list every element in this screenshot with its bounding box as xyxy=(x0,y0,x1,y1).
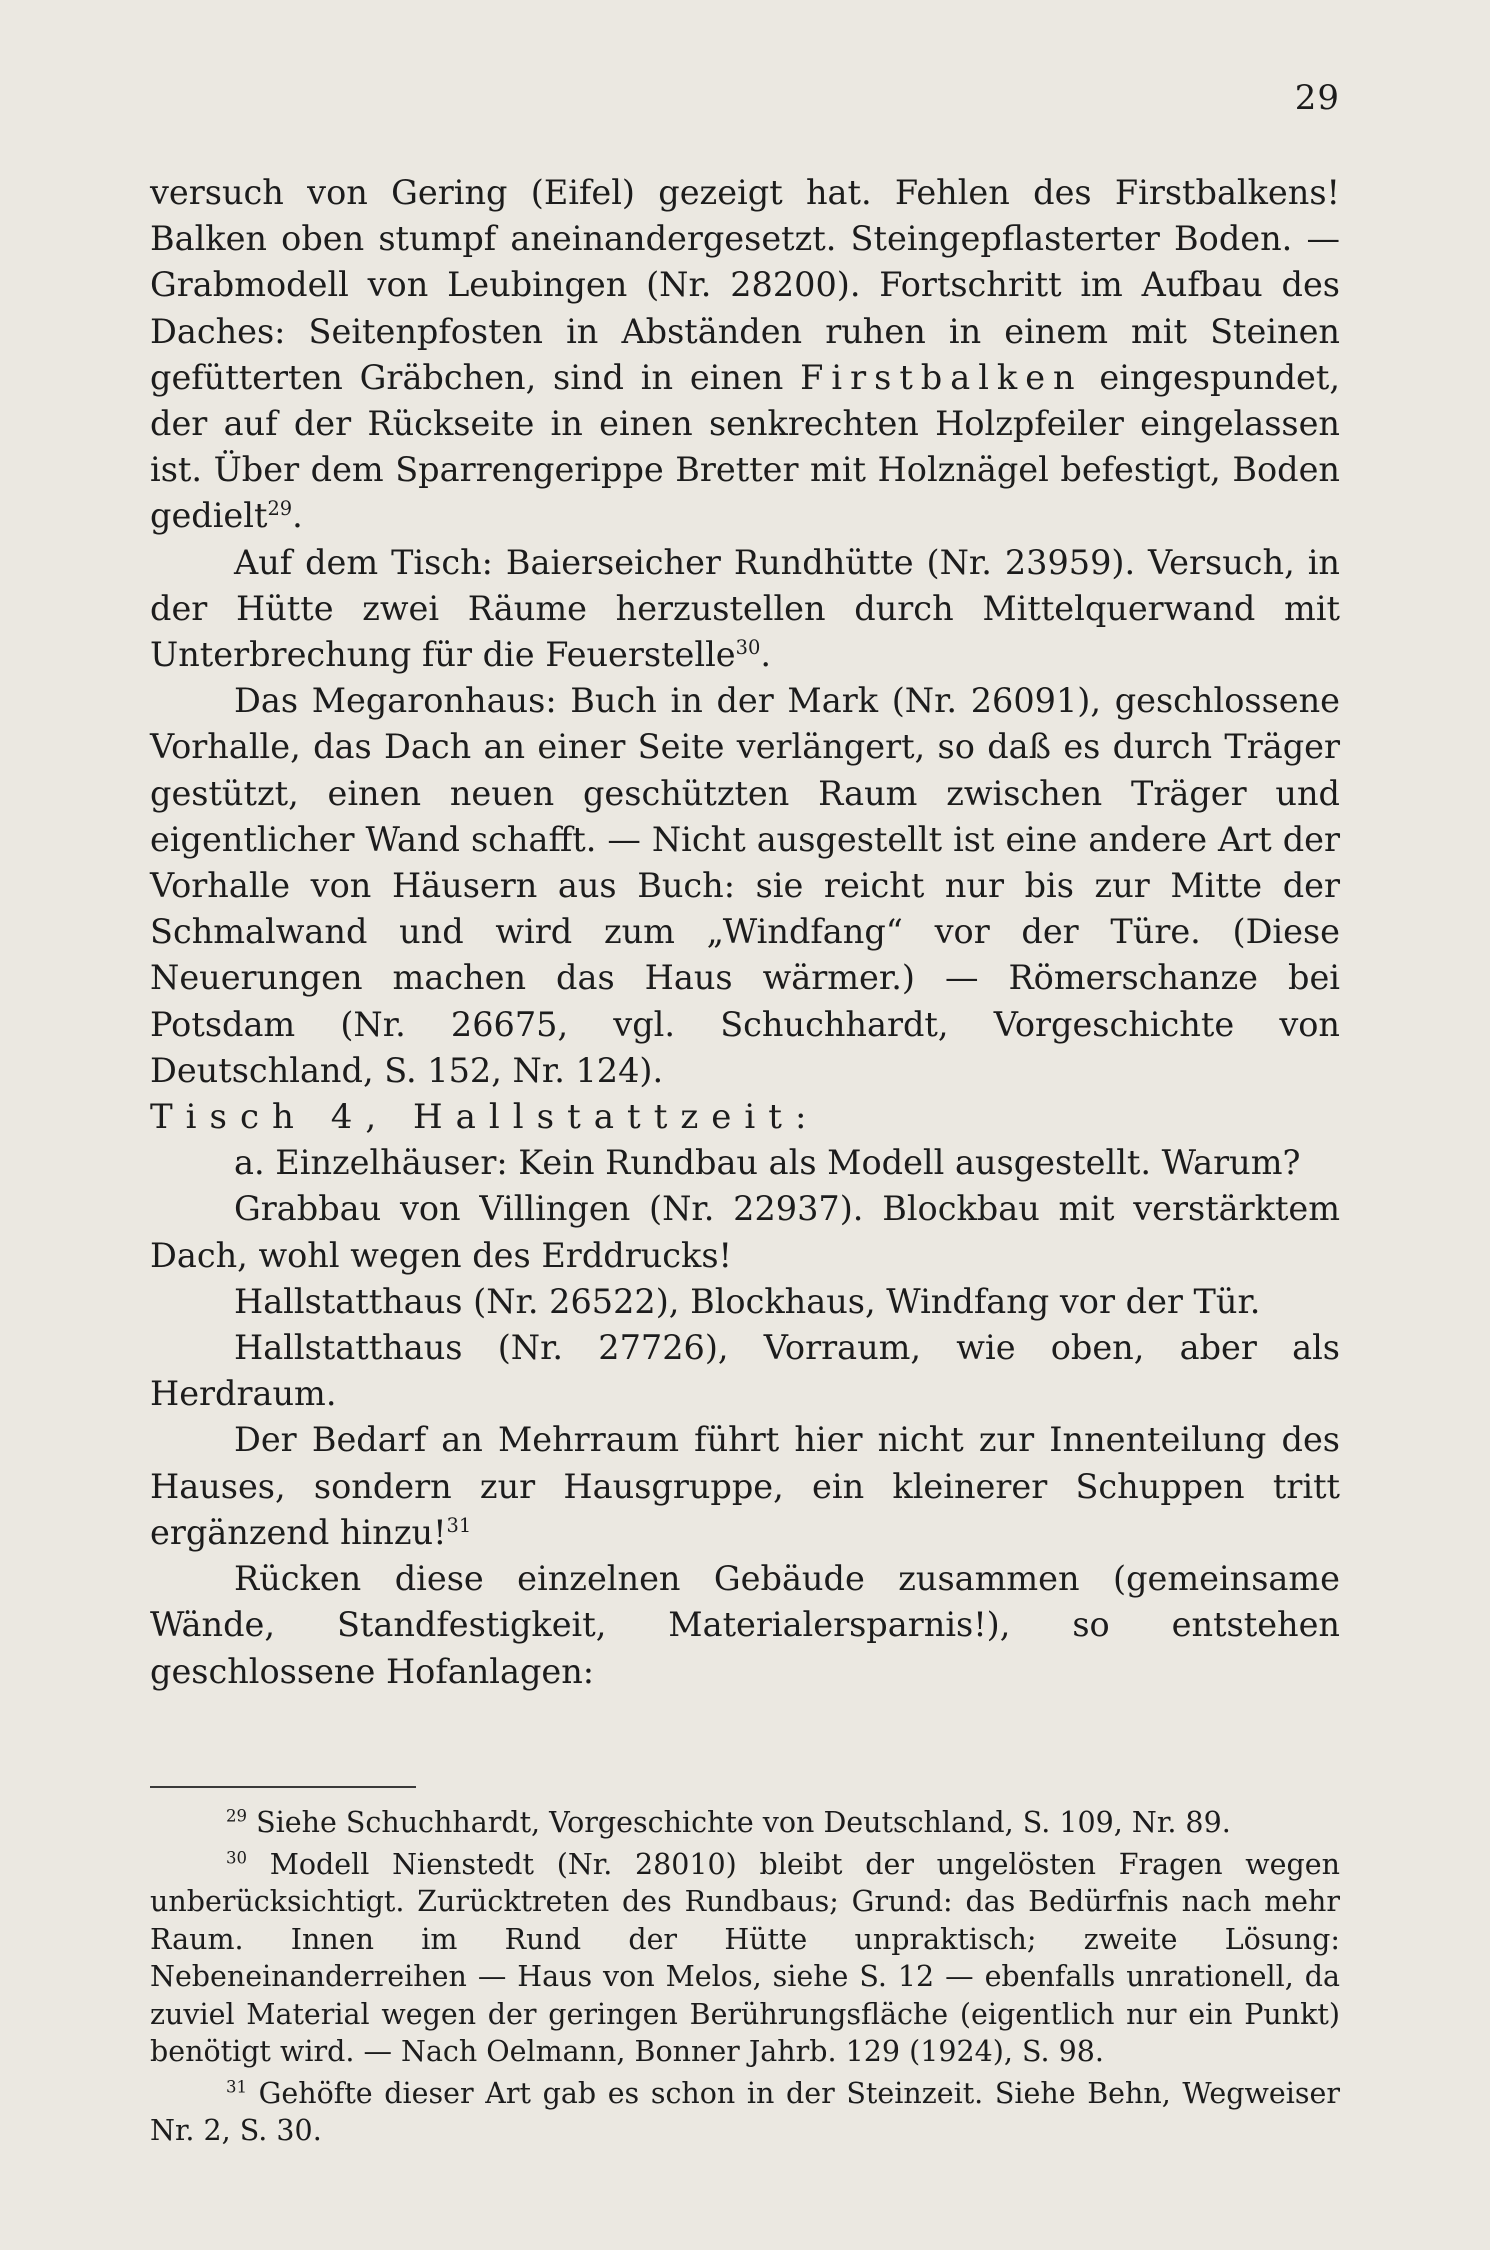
page-number: 29 xyxy=(1294,78,1340,118)
paragraph-1-text: versuch von Gering (Eifel) gezeigt hat. Fehlen des Firstbalkens! Balken oben stumpf aneinandergesetzt. Steingepflasterter Boden. — Grabmodell von Leubingen (Nr. 28200). Fortschritt im Aufbau des Daches: Seitenpfosten in Abständen ruhen in einem mit Steinen gefütterten Gräbchen, sind in einen xyxy=(150,173,1340,397)
paragraph-3: Das Megaronhaus: Buch in der Mark (Nr. 26091), geschlossene Vorhalle, das Dach an einer Seite verlängert, so daß es durch Träger gestützt, einen neuen geschützten Raum zwischen Träger und eigentlicher Wand schafft. — Nicht ausgestellt ist eine andere Art der Vorhalle von Häusern aus Buch: sie reicht nur bis zur Mitte der Schmalwand und wird zum „Windfang“ vor der Türe. (Diese Neuerungen machen das Haus wärmer.) — Römerschanze bei Potsdam (Nr. 26675, vgl. Schuchhardt, Vorgeschichte von Deutschland, S. 152, Nr. 124). xyxy=(150,681,1340,1090)
footnote-31 xyxy=(150,2075,1340,2150)
footnote-text: Modell Nienstedt (Nr. 28010) bleibt der ungelösten Fragen wegen unberücksichtigt. Zurücktreten des Rundbaus; Grund: das Bedürfnis nach mehr Raum. Innen im Rund der Hütte unpraktisch; zweite Lösung: Nebeneinanderreihen — Haus von Melos, siehe S. 12 — ebenfalls unrationell, da zuviel Material wegen der geringen Berührungsfläche (eigentlich nur ein Punkt) benötigt wird. — Nach Oelmann, Bonner Jahrb. 129 (1924), S. 98. xyxy=(150,1847,1340,2068)
paragraph-2-text: Auf dem Tisch: Baierseicher Rundhütte (Nr. 23959). Versuch, in der Hütte zwei Räume herzustellen durch Mittelquerwand mit Unterbrechung für die Feuerstelle xyxy=(150,542,1340,675)
paragraph-7: Hallstatthaus (Nr. 27726), Vorraum, wie oben, aber als Herdraum. xyxy=(150,1328,1340,1414)
paragraph-9: Rücken diese einzelnen Gebäude zusammen (gemeinsame Wände, Standfestigkeit, Materialersparnis!), so entstehen geschlossene Hofanlagen: xyxy=(150,1559,1340,1691)
footnote-number: 30 xyxy=(226,1848,248,1867)
paragraph-6: Hallstatthaus (Nr. 26522), Blockhaus, Windfang vor der Tür. xyxy=(234,1281,1261,1321)
footnote-divider xyxy=(150,1786,416,1788)
footnotes xyxy=(150,1804,1340,2150)
section-heading: Tisch 4, Hallstattzeit: xyxy=(150,1097,820,1138)
paragraph-8-text: Der Bedarf an Mehrraum führt hier nicht zur Innenteilung des Hauses, sondern zur Hausgruppe, ein kleinerer Schuppen tritt ergänzend hinzu! xyxy=(150,1420,1340,1552)
paragraph-1-continued: eingespundet, der auf der Rückseite in einen senkrechten Holzpfeiler eingelassen ist. Über dem Sparrengerippe Bretter mit Holznägel befestigt, Boden gedielt xyxy=(150,357,1340,536)
paragraph-2: Auf dem Tisch: Baierseicher Rundhütte (Nr. 23959). Versuch, in der Hütte zwei Räume herzustellen durch Mittelquerwand mit Unterbrechung für die Feuerstelle$^{30}$. xyxy=(150,542,1340,675)
paragraph-1: versuch von Gering (Eifel) gezeigt hat. Fehlen des Firstbalkens! Balken oben stumpf aneinandergesetzt. Steingepflasterter Boden. — Grabmodell von Leubingen (Nr. 28200). Fortschritt im Aufbau des Daches: Seitenpfosten in Abständen ruhen in einem mit Steinen gefütterten Gräbchen, sind in einen Firstbalken eingespundet, der auf der Rückseite in einen senkrechten Holzpfeiler eingelassen ist. Über dem Sparrengerippe Bretter mit Holznägel befestigt, Boden gedielt$^{29}$. xyxy=(150,173,1340,536)
footnote-ref-31[interactable]: 31 xyxy=(446,1513,472,1537)
spaced-word-firstbalken: Firstbalken xyxy=(800,357,1083,397)
paragraph-5: Grabbau von Villingen (Nr. 22937). Blockbau mit verstärktem Dach, wohl wegen des Erddrucks! xyxy=(150,1189,1340,1275)
paragraph-8 xyxy=(150,1417,1340,1556)
main-text xyxy=(150,170,1340,1695)
footnote-30 xyxy=(150,1846,1340,2071)
footnote-ref-29[interactable]: 29 xyxy=(267,497,293,521)
footnote-number: 31 xyxy=(226,2077,248,2096)
footnote-text: Gehöfte dieser Art gab es schon in der Steinzeit. Siehe Behn, Wegweiser Nr. 2, S. 30. xyxy=(150,2076,1340,2147)
footnote-text: Siehe Schuchhardt, Vorgeschichte von Deutschland, S. 109, Nr. 89. xyxy=(256,1806,1231,1839)
paragraph-4: a. Einzelhäuser: Kein Rundbau als Modell ausgestellt. Warum? xyxy=(234,1143,1301,1183)
footnote-29 xyxy=(150,1804,1340,1842)
footnote-number: 29 xyxy=(226,1806,248,1826)
footnote-ref-30[interactable]: 30 xyxy=(735,635,761,659)
